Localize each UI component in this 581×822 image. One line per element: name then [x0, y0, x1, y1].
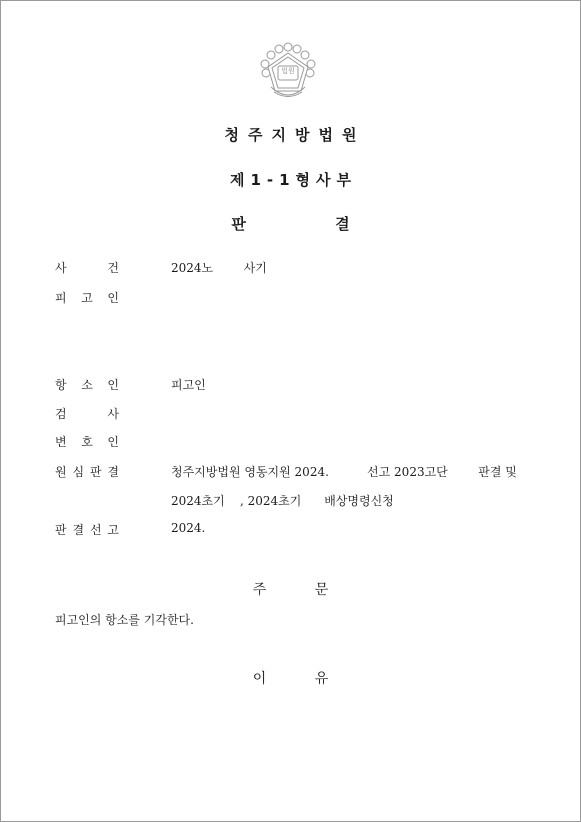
order-heading: 주 문	[252, 582, 329, 598]
reason-heading: 이 유	[252, 671, 329, 687]
prosecutor-label: 검 사	[55, 407, 119, 421]
court-name: 청주지방법원	[224, 126, 366, 144]
lower-court-label: 원 심 판 결	[55, 465, 119, 479]
court-seal-text: 법원	[281, 67, 295, 75]
case-value: 2024노 사기	[171, 261, 267, 275]
defendant-label: 피 고 인	[55, 291, 119, 305]
lower-court-value-line1: 청주지방법원 영동지원 2024. 선고 2023고단 판결 및	[171, 465, 517, 479]
verdict-date-label: 판 결 선 고	[55, 523, 119, 537]
verdict-date-value: 2024.	[171, 521, 206, 535]
appellant-label: 항 소 인	[55, 378, 119, 392]
case-label: 사 건	[55, 261, 119, 275]
lower-court-value-line2: 2024초기 , 2024초기 배상명령신청	[171, 494, 394, 508]
appellant-value: 피고인	[171, 378, 206, 392]
document-type: 판 결	[231, 215, 350, 233]
counsel-label: 변 호 인	[55, 435, 119, 449]
order-text: 피고인의 항소를 기각한다.	[55, 613, 194, 627]
department-name: 제1-1형사부	[229, 171, 358, 189]
